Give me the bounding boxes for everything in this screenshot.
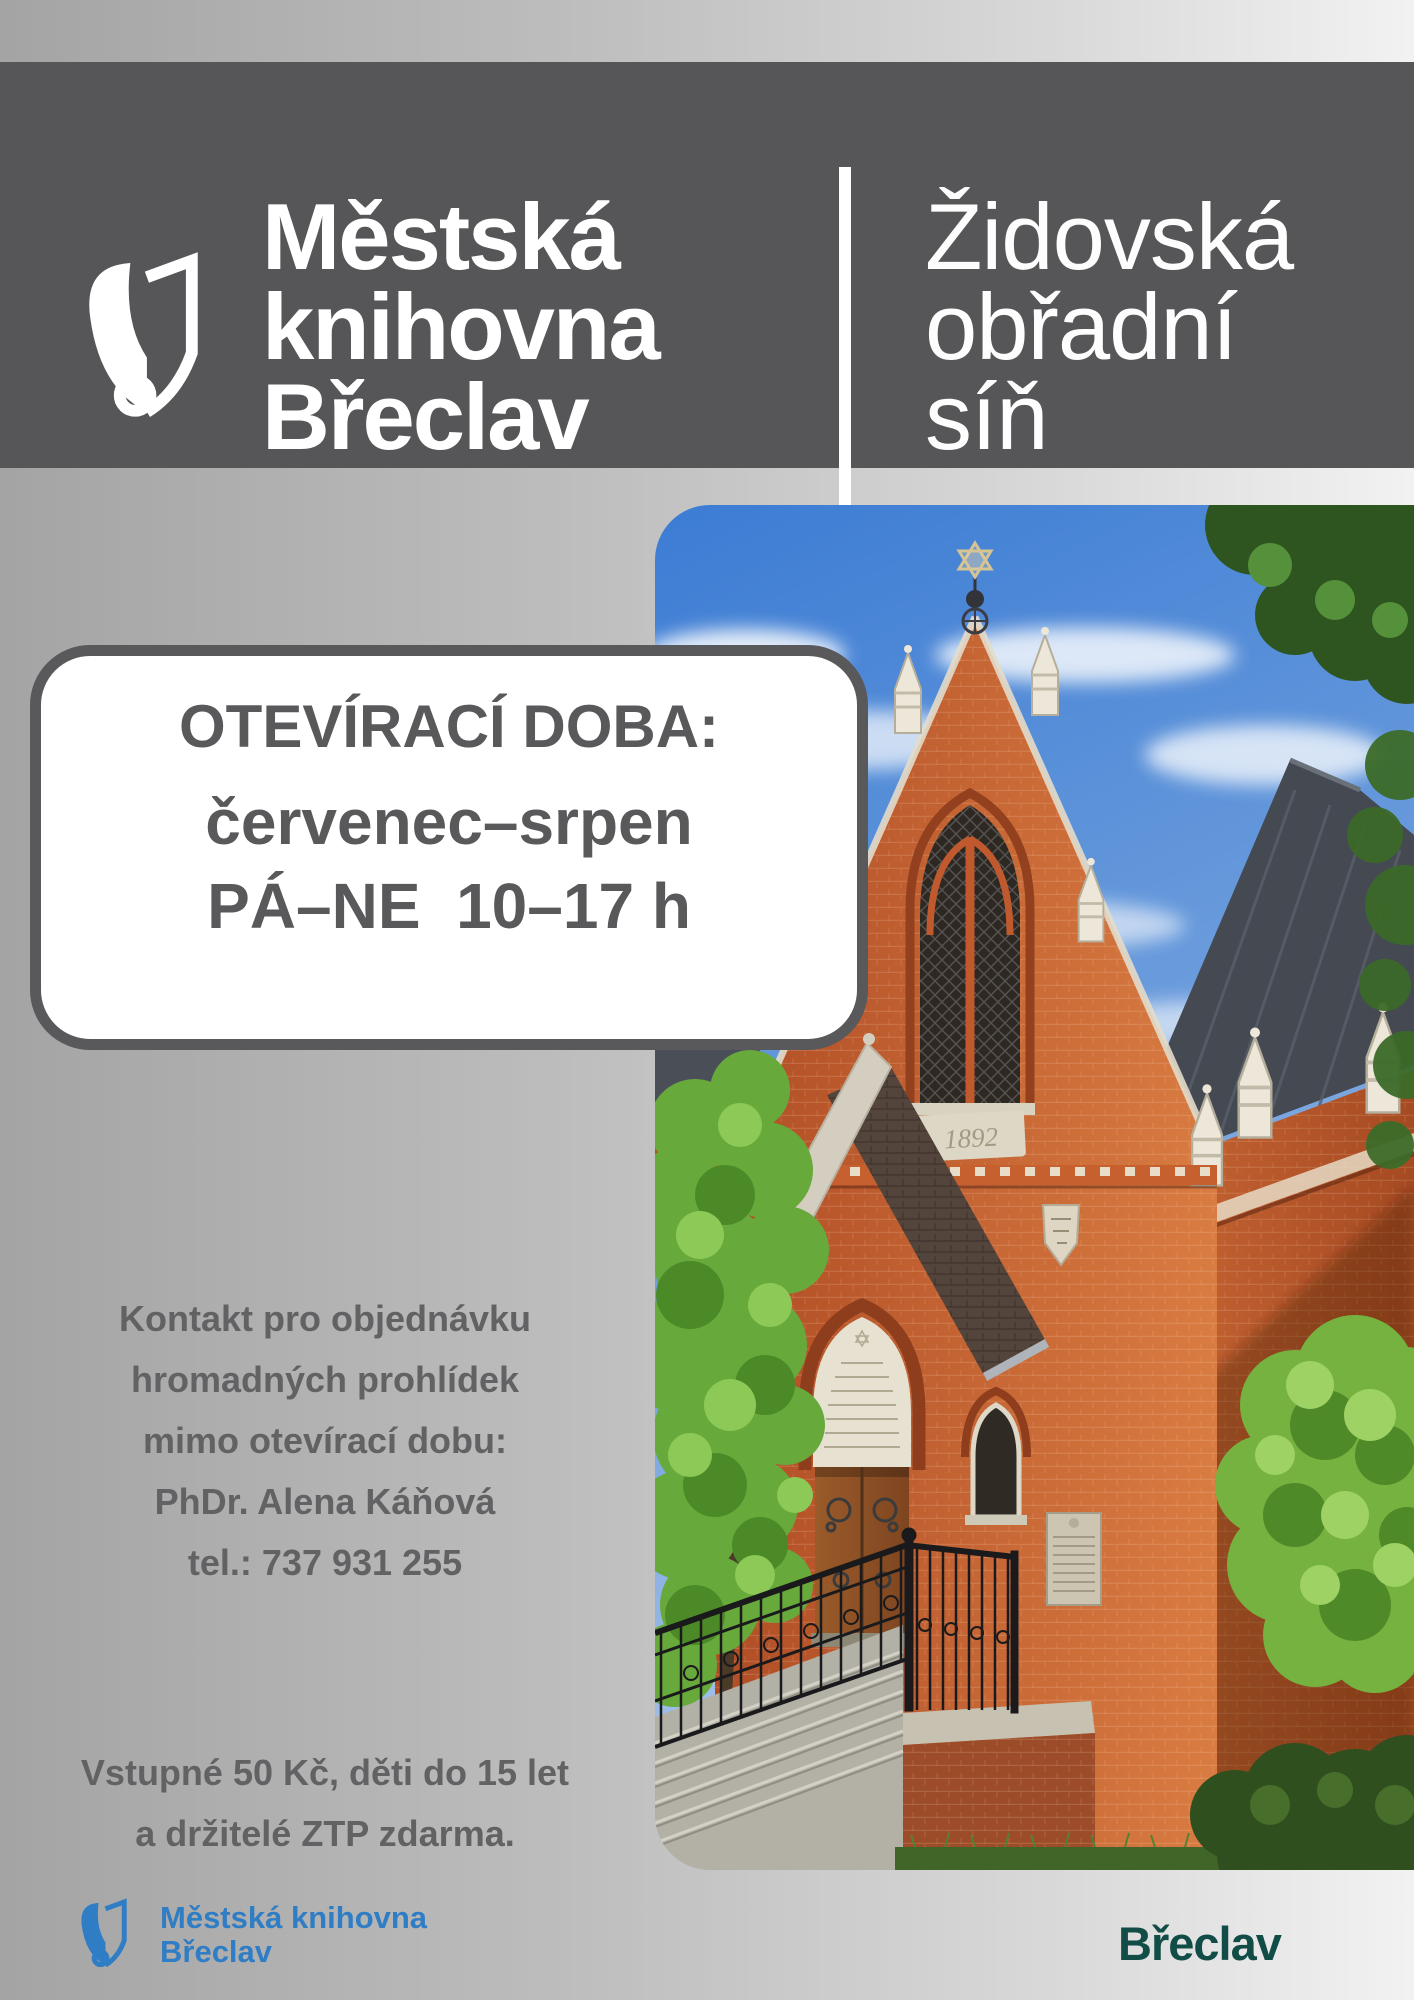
opening-hours-season: červenec–srpen [205,786,693,858]
contact-line: hromadných prohlídek [130,1359,520,1400]
city-logo [1118,1916,1281,1971]
library-footer-line2: Břeclav [160,1934,273,1969]
header-band [0,62,1414,468]
opening-hours-times: PÁ–NE 10–17 h [207,870,691,942]
opening-hours-heading: OTEVÍRACÍ DOBA: [179,693,719,760]
library-book-icon [76,230,206,445]
brand-line3: Břeclav [262,364,588,469]
year-inscription: 1892 [943,1121,999,1155]
admission-block [35,1742,615,1864]
venue-line1: Židovská [925,184,1294,289]
library-book-icon-blue [72,1897,134,1971]
venue-line2: obřadní [925,274,1237,379]
library-name-title [262,184,659,469]
contact-line: Kontakt pro objednávku [118,1298,532,1339]
library-footer-logo [72,1897,427,1971]
library-footer-line1: Městská knihovna [160,1900,428,1935]
opening-hours-card [30,645,868,1050]
admission-line: a držitelé ZTP zdarma. [135,1813,515,1854]
brand-line2: knihovna [262,274,659,379]
contact-block [35,1288,615,1593]
library-footer-text [160,1901,427,1969]
contact-phone: tel.: 737 931 255 [187,1542,463,1583]
header-divider [839,167,851,514]
admission-line: Vstupné 50 Kč, děti do 15 let [80,1752,570,1793]
venue-title [925,184,1294,469]
contact-line: mimo otevírací dobu: [142,1420,508,1461]
brand-line1: Městská [262,184,619,289]
contact-person: PhDr. Alena Káňová [154,1481,496,1522]
city-logo-text: Břeclav [1118,1917,1281,1970]
venue-line3: síň [925,364,1048,469]
